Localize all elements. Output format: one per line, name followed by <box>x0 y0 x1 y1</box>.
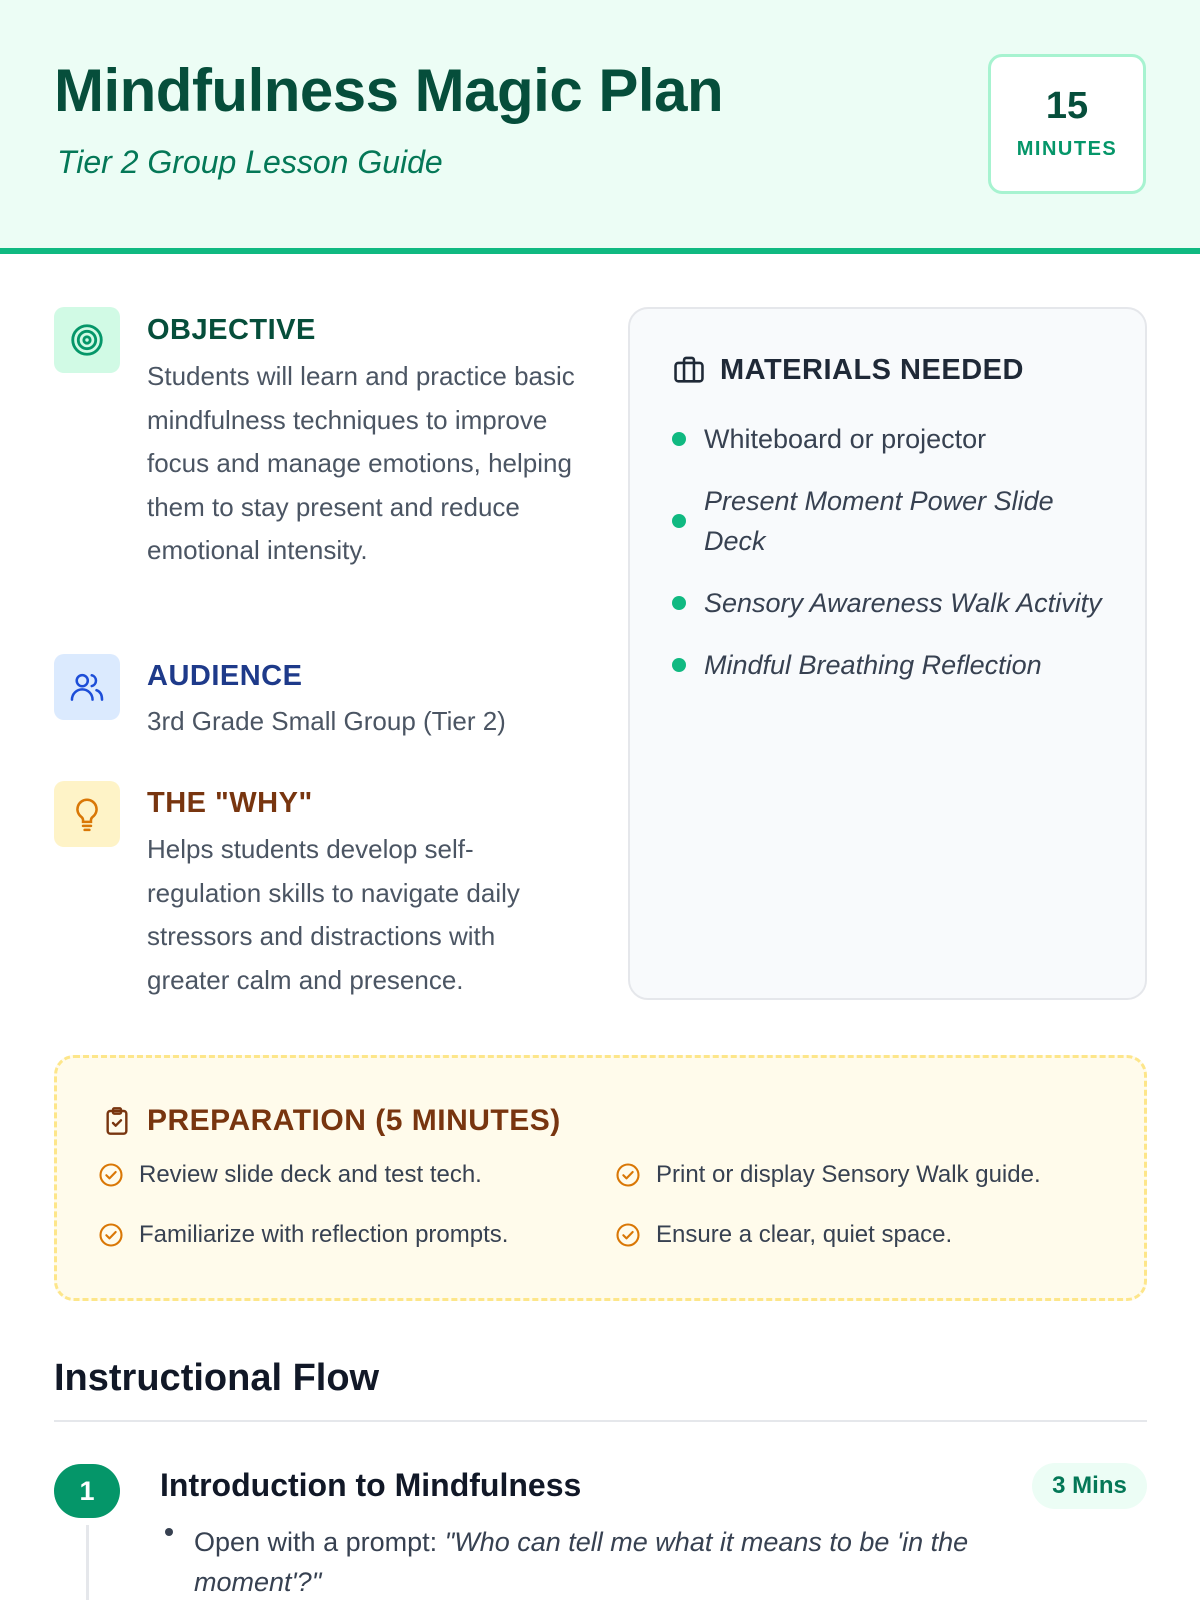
prep-item <box>97 1161 482 1189</box>
step-duration-badge: 3 Mins <box>1032 1463 1147 1509</box>
check-circle-icon <box>614 1221 642 1249</box>
briefcase-icon <box>672 353 706 387</box>
section-title: Instructional Flow <box>54 1357 380 1399</box>
check-circle-icon <box>614 1161 642 1189</box>
check-circle-icon <box>97 1221 125 1249</box>
objective-text: Students will learn and practice basic mindfulness techniques to improve focus and manage emotions, helping them to stay present and reduce emotional intensity. <box>147 361 575 565</box>
bullet-lead: Open with a prompt: <box>194 1527 438 1557</box>
material-label: Sensory Awareness Walk Activity <box>704 588 1102 618</box>
prep-item <box>614 1221 952 1249</box>
why-title: THE "WHY" <box>147 787 313 819</box>
list-item <box>670 481 1110 561</box>
check-circle-icon <box>97 1161 125 1189</box>
lightbulb-icon <box>54 781 120 847</box>
materials-card <box>628 307 1147 1000</box>
preparation-header <box>101 1104 561 1138</box>
materials-title: MATERIALS NEEDED <box>720 353 1024 386</box>
material-label: Whiteboard or projector <box>704 424 987 454</box>
divider <box>54 1420 1147 1422</box>
step-title: Introduction to Mindfulness <box>160 1467 582 1503</box>
duration-value: 15 <box>1045 85 1089 127</box>
prep-item <box>97 1221 508 1249</box>
target-icon <box>54 307 120 373</box>
bullet-dot <box>672 514 686 528</box>
materials-header <box>672 353 1024 387</box>
list-item <box>670 583 1110 623</box>
step-bullet-text <box>194 1522 1094 1600</box>
step-number: 1 <box>54 1464 120 1518</box>
page-title: Mindfulness Magic Plan <box>54 57 724 124</box>
bullet-dot <box>165 1528 173 1536</box>
prep-item-label: Ensure a clear, quiet space. <box>656 1221 953 1248</box>
bullet-dot <box>672 658 686 672</box>
clipboard-check-icon <box>101 1105 133 1137</box>
preparation-title: PREPARATION (5 MINUTES) <box>147 1104 561 1137</box>
duration-unit: MINUTES <box>1016 138 1118 160</box>
list-item <box>670 419 1110 459</box>
objective-title: OBJECTIVE <box>147 314 316 346</box>
timeline-line <box>86 1525 89 1600</box>
preparation-card <box>54 1055 1147 1301</box>
lesson-header <box>0 0 1200 254</box>
duration-badge <box>988 54 1146 194</box>
bullet-dot <box>672 596 686 610</box>
prep-item <box>614 1161 1041 1189</box>
list-item <box>670 645 1110 685</box>
materials-list <box>670 419 1110 707</box>
audience-text: 3rd Grade Small Group (Tier 2) <box>147 706 506 736</box>
material-label: Present Moment Power Slide Deck <box>704 486 1054 556</box>
users-icon <box>54 654 120 720</box>
audience-title: AUDIENCE <box>147 660 303 692</box>
bullet-dot <box>672 432 686 446</box>
bullet-quote: "Who can tell me what it means to be 'in the moment'?" <box>194 1527 969 1597</box>
prep-item-label: Print or display Sensory Walk guide. <box>656 1161 1041 1188</box>
prep-item-label: Familiarize with reflection prompts. <box>139 1221 509 1248</box>
material-label: Mindful Breathing Reflection <box>704 650 1042 680</box>
why-text: Helps students develop self-regulation skills to navigate daily stressors and distractions with greater calm and presence. <box>147 834 520 995</box>
prep-item-label: Review slide deck and test tech. <box>139 1161 482 1188</box>
page-subtitle: Tier 2 Group Lesson Guide <box>57 144 443 180</box>
